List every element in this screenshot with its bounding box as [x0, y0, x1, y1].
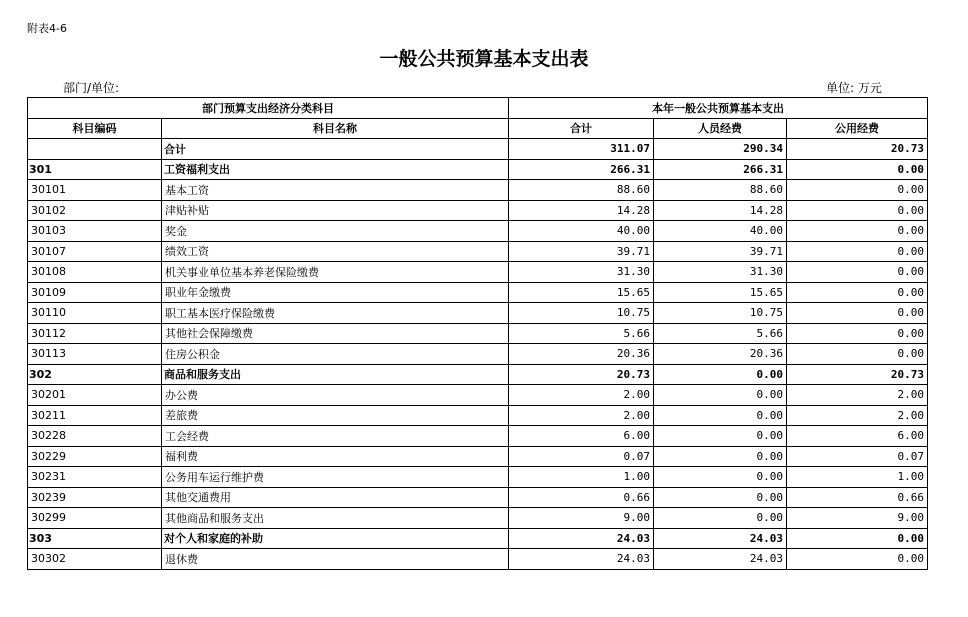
- table-row: [28, 508, 928, 529]
- row-code: 303: [28, 528, 162, 549]
- row-code: [28, 139, 162, 160]
- row-personnel: 31.30: [654, 262, 787, 283]
- row-personnel: 0.00: [654, 385, 787, 406]
- row-public: 2.00: [787, 385, 928, 406]
- row-personnel: 0.00: [654, 508, 787, 529]
- row-personnel: 40.00: [654, 221, 787, 242]
- row-name: 其他商品和服务支出: [162, 508, 509, 529]
- row-total: 5.66: [509, 323, 654, 344]
- row-public: 0.00: [787, 323, 928, 344]
- row-name: 绩效工资: [162, 241, 509, 262]
- row-code: 30228: [28, 426, 162, 447]
- table-column-header-row: [28, 118, 928, 139]
- row-total: 10.75: [509, 303, 654, 324]
- row-code: 30110: [28, 303, 162, 324]
- table-row: [28, 200, 928, 221]
- table-row: [28, 241, 928, 262]
- row-public: 0.66: [787, 487, 928, 508]
- page-title: 一般公共预算基本支出表: [379, 48, 589, 70]
- row-name: 机关事业单位基本养老保险缴费: [162, 262, 509, 283]
- row-total: 14.28: [509, 200, 654, 221]
- row-public: 0.00: [787, 303, 928, 324]
- row-public: 20.73: [787, 364, 928, 385]
- row-personnel: 5.66: [654, 323, 787, 344]
- row-personnel: 14.28: [654, 200, 787, 221]
- row-code: 30211: [28, 405, 162, 426]
- row-name: 合计: [162, 139, 509, 160]
- row-name: 其他社会保障缴费: [162, 323, 509, 344]
- row-public: 0.07: [787, 446, 928, 467]
- row-code: 301: [28, 159, 162, 180]
- row-personnel: 88.60: [654, 180, 787, 201]
- table-row: [28, 180, 928, 201]
- row-code: 30229: [28, 446, 162, 467]
- row-public: 0.00: [787, 180, 928, 201]
- row-code: 30109: [28, 282, 162, 303]
- table-row: [28, 426, 928, 447]
- group-header-expenditure: 本年一般公共预算基本支出: [509, 98, 928, 119]
- column-header-personnel: 人员经费: [654, 118, 787, 139]
- row-name: 基本工资: [162, 180, 509, 201]
- row-total: 2.00: [509, 385, 654, 406]
- column-header-public: 公用经费: [787, 118, 928, 139]
- row-code: 30112: [28, 323, 162, 344]
- row-public: 0.00: [787, 282, 928, 303]
- row-name: 差旅费: [162, 405, 509, 426]
- table-row: [28, 405, 928, 426]
- row-code: 30113: [28, 344, 162, 365]
- row-total: 311.07: [509, 139, 654, 160]
- row-public: 0.00: [787, 200, 928, 221]
- row-name: 工会经费: [162, 426, 509, 447]
- department-label: 部门/单位:: [63, 81, 120, 95]
- expenditure-table: [27, 97, 928, 570]
- row-name: 公务用车运行维护费: [162, 467, 509, 488]
- row-personnel: 0.00: [654, 364, 787, 385]
- row-personnel: 0.00: [654, 405, 787, 426]
- table-row: [28, 344, 928, 365]
- row-personnel: 24.03: [654, 549, 787, 570]
- row-total: 1.00: [509, 467, 654, 488]
- row-personnel: 0.00: [654, 467, 787, 488]
- row-public: 6.00: [787, 426, 928, 447]
- row-name: 奖金: [162, 221, 509, 242]
- column-header-code: 科目编码: [28, 118, 162, 139]
- table-row: [28, 262, 928, 283]
- row-public: 0.00: [787, 221, 928, 242]
- row-code: 30231: [28, 467, 162, 488]
- row-name: 商品和服务支出: [162, 364, 509, 385]
- row-name: 住房公积金: [162, 344, 509, 365]
- table-row: [28, 549, 928, 570]
- row-total: 0.07: [509, 446, 654, 467]
- row-public: 0.00: [787, 528, 928, 549]
- row-personnel: 15.65: [654, 282, 787, 303]
- row-name: 对个人和家庭的补助: [162, 528, 509, 549]
- row-name: 退休费: [162, 549, 509, 570]
- row-name: 其他交通费用: [162, 487, 509, 508]
- row-code: 30107: [28, 241, 162, 262]
- table-row: [28, 282, 928, 303]
- row-name: 办公费: [162, 385, 509, 406]
- table-body: [28, 139, 928, 570]
- table-row: [28, 159, 928, 180]
- row-public: 0.00: [787, 159, 928, 180]
- row-code: 30302: [28, 549, 162, 570]
- row-name: 工资福利支出: [162, 159, 509, 180]
- row-total: 40.00: [509, 221, 654, 242]
- column-header-name: 科目名称: [162, 118, 509, 139]
- row-public: 0.00: [787, 549, 928, 570]
- row-total: 9.00: [509, 508, 654, 529]
- table-row: [28, 467, 928, 488]
- attachment-number: 附表4-6: [27, 22, 67, 35]
- row-personnel: 10.75: [654, 303, 787, 324]
- table-row: [28, 303, 928, 324]
- row-name: 福利费: [162, 446, 509, 467]
- row-total: 24.03: [509, 549, 654, 570]
- table-row: [28, 385, 928, 406]
- row-code: 30103: [28, 221, 162, 242]
- table-row: [28, 323, 928, 344]
- table-row: [28, 364, 928, 385]
- row-code: 30102: [28, 200, 162, 221]
- row-public: 0.00: [787, 262, 928, 283]
- row-public: 9.00: [787, 508, 928, 529]
- table-row: [28, 139, 928, 160]
- row-total: 266.31: [509, 159, 654, 180]
- row-personnel: 0.00: [654, 426, 787, 447]
- row-total: 6.00: [509, 426, 654, 447]
- row-personnel: 290.34: [654, 139, 787, 160]
- row-total: 20.36: [509, 344, 654, 365]
- row-public: 2.00: [787, 405, 928, 426]
- row-total: 2.00: [509, 405, 654, 426]
- table-row: [28, 446, 928, 467]
- row-total: 31.30: [509, 262, 654, 283]
- column-header-total: 合计: [509, 118, 654, 139]
- row-total: 39.71: [509, 241, 654, 262]
- row-total: 88.60: [509, 180, 654, 201]
- row-personnel: 24.03: [654, 528, 787, 549]
- row-total: 15.65: [509, 282, 654, 303]
- row-name: 职业年金缴费: [162, 282, 509, 303]
- row-name: 职工基本医疗保险缴费: [162, 303, 509, 324]
- row-personnel: 266.31: [654, 159, 787, 180]
- row-code: 30201: [28, 385, 162, 406]
- row-code: 30239: [28, 487, 162, 508]
- row-public: 0.00: [787, 344, 928, 365]
- unit-label: 单位: 万元: [826, 81, 882, 95]
- row-name: 津贴补贴: [162, 200, 509, 221]
- row-code: 30101: [28, 180, 162, 201]
- group-header-classification: 部门预算支出经济分类科目: [28, 98, 509, 119]
- row-total: 24.03: [509, 528, 654, 549]
- table-row: [28, 528, 928, 549]
- row-code: 30108: [28, 262, 162, 283]
- row-personnel: 39.71: [654, 241, 787, 262]
- row-personnel: 0.00: [654, 446, 787, 467]
- table-group-header-row: [28, 98, 928, 119]
- row-personnel: 20.36: [654, 344, 787, 365]
- table-row: [28, 487, 928, 508]
- row-total: 20.73: [509, 364, 654, 385]
- row-public: 0.00: [787, 241, 928, 262]
- row-code: 302: [28, 364, 162, 385]
- row-personnel: 0.00: [654, 487, 787, 508]
- row-total: 0.66: [509, 487, 654, 508]
- row-public: 20.73: [787, 139, 928, 160]
- row-code: 30299: [28, 508, 162, 529]
- row-public: 1.00: [787, 467, 928, 488]
- table-row: [28, 221, 928, 242]
